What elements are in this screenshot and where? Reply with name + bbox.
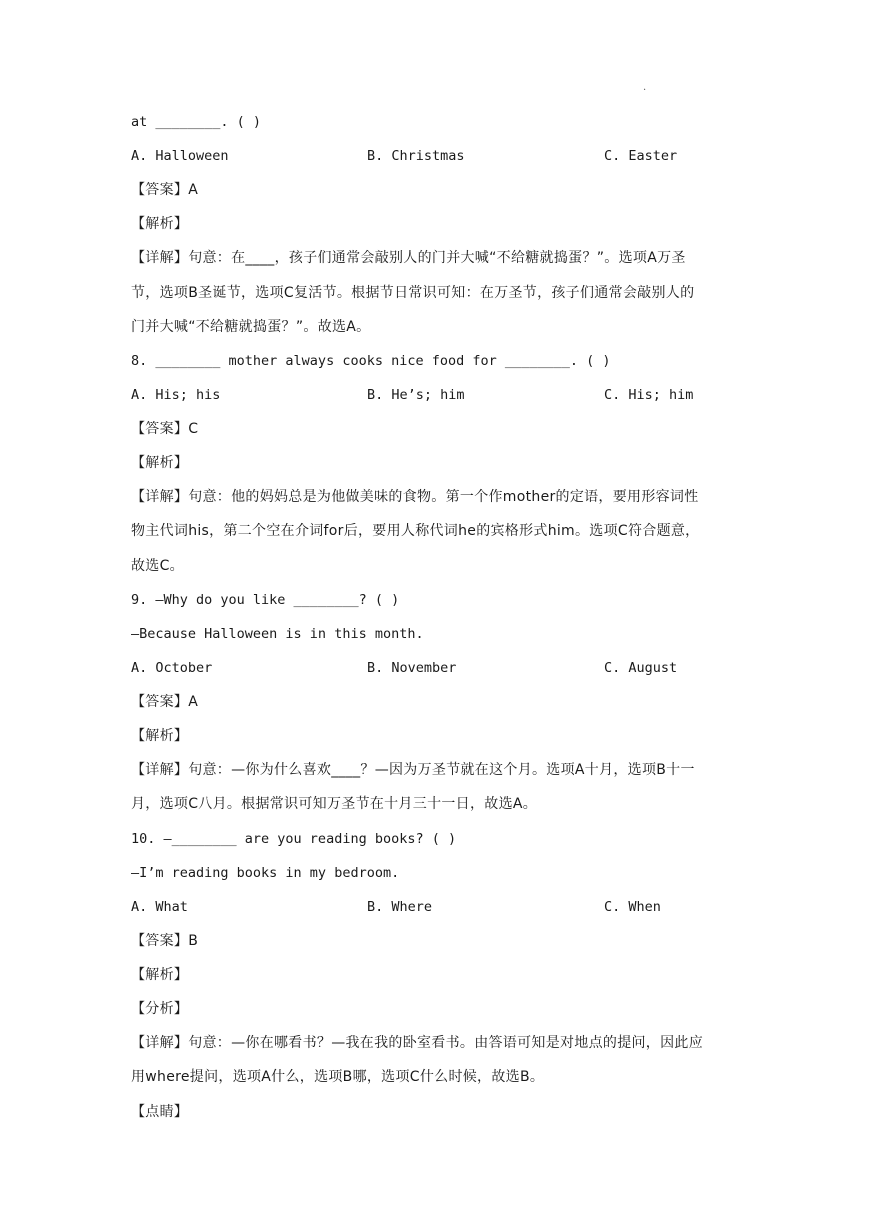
q10-detail-line: 【详解】句意：—你在哪看书？—我在我的卧室看书。由答语可知是对地点的提问，因此应 bbox=[131, 1035, 703, 1051]
q7-option-a: A. Halloween bbox=[131, 148, 229, 164]
q10-analysis-heading: 【解析】 bbox=[131, 967, 189, 983]
q9-analysis-heading: 【解析】 bbox=[131, 728, 189, 744]
q8-detail-line: 【详解】句意：他的妈妈总是为他做美味的食物。第一个作mother的定语，要用形容词性 bbox=[131, 489, 699, 505]
q7-answer: 【答案】A bbox=[131, 182, 199, 198]
q8-answer: 【答案】C bbox=[131, 421, 199, 437]
q7-option-c: C. Easter bbox=[604, 148, 678, 164]
q8-option-c: C. His; him bbox=[604, 387, 694, 403]
q10-dianjing-heading: 【点睛】 bbox=[131, 1104, 189, 1120]
q9-option-a: A. October bbox=[131, 660, 213, 676]
q7-stem: at ________. ( ) bbox=[131, 114, 262, 130]
q9-stem-reply: —Because Halloween is in this month. bbox=[131, 626, 424, 642]
q10-option-c: C. When bbox=[604, 899, 661, 915]
q9-detail-line: 月，选项C八月。根据常识可知万圣节在十月三十一日，故选A。 bbox=[131, 796, 538, 812]
q9-detail-line: 【详解】句意：—你为什么喜欢____？—因为万圣节就在这个月。选项A十月，选项B十一 bbox=[131, 762, 695, 778]
q10-stem: 10. —________ are you reading books? ( ) bbox=[131, 831, 457, 847]
q9-option-c: C. August bbox=[604, 660, 678, 676]
q7-detail-line: 【详解】句意：在____，孩子们通常会敲别人的门并大喊“不给糖就捣蛋？”。选项A万圣 bbox=[131, 250, 686, 266]
q10-stem-reply: —I’m reading books in my bedroom. bbox=[131, 865, 400, 881]
q10-fenxi-heading: 【分析】 bbox=[131, 1001, 189, 1017]
q10-answer: 【答案】B bbox=[131, 933, 199, 949]
q10-option-b: B. Where bbox=[367, 899, 433, 915]
q8-option-a: A. His; his bbox=[131, 387, 221, 403]
q7-analysis-heading: 【解析】 bbox=[131, 216, 189, 232]
q8-detail-line: 故选C。 bbox=[131, 558, 184, 574]
q7-option-b: B. Christmas bbox=[367, 148, 465, 164]
q9-answer: 【答案】A bbox=[131, 694, 199, 710]
q7-detail-line: 门并大喊“不给糖就捣蛋？”。故选A。 bbox=[131, 319, 371, 335]
q8-option-b: B. He’s; him bbox=[367, 387, 465, 403]
q9-option-b: B. November bbox=[367, 660, 457, 676]
q10-detail-line: 用where提问，选项A什么，选项B哪，选项C什么时候，故选B。 bbox=[131, 1069, 545, 1085]
q10-option-a: A. What bbox=[131, 899, 188, 915]
q8-analysis-heading: 【解析】 bbox=[131, 455, 189, 471]
header-mark: . bbox=[643, 82, 647, 93]
q7-detail-line: 节，选项B圣诞节，选项C复活节。根据节日常识可知：在万圣节，孩子们通常会敲别人的 bbox=[131, 285, 695, 301]
q9-stem: 9. —Why do you like ________? ( ) bbox=[131, 592, 400, 608]
q8-detail-line: 物主代词his，第二个空在介词for后，要用人称代词he的宾格形式him。选项C符合题意， bbox=[131, 523, 700, 539]
q8-stem: 8. ________ mother always cooks nice food for ________. ( ) bbox=[131, 353, 611, 369]
